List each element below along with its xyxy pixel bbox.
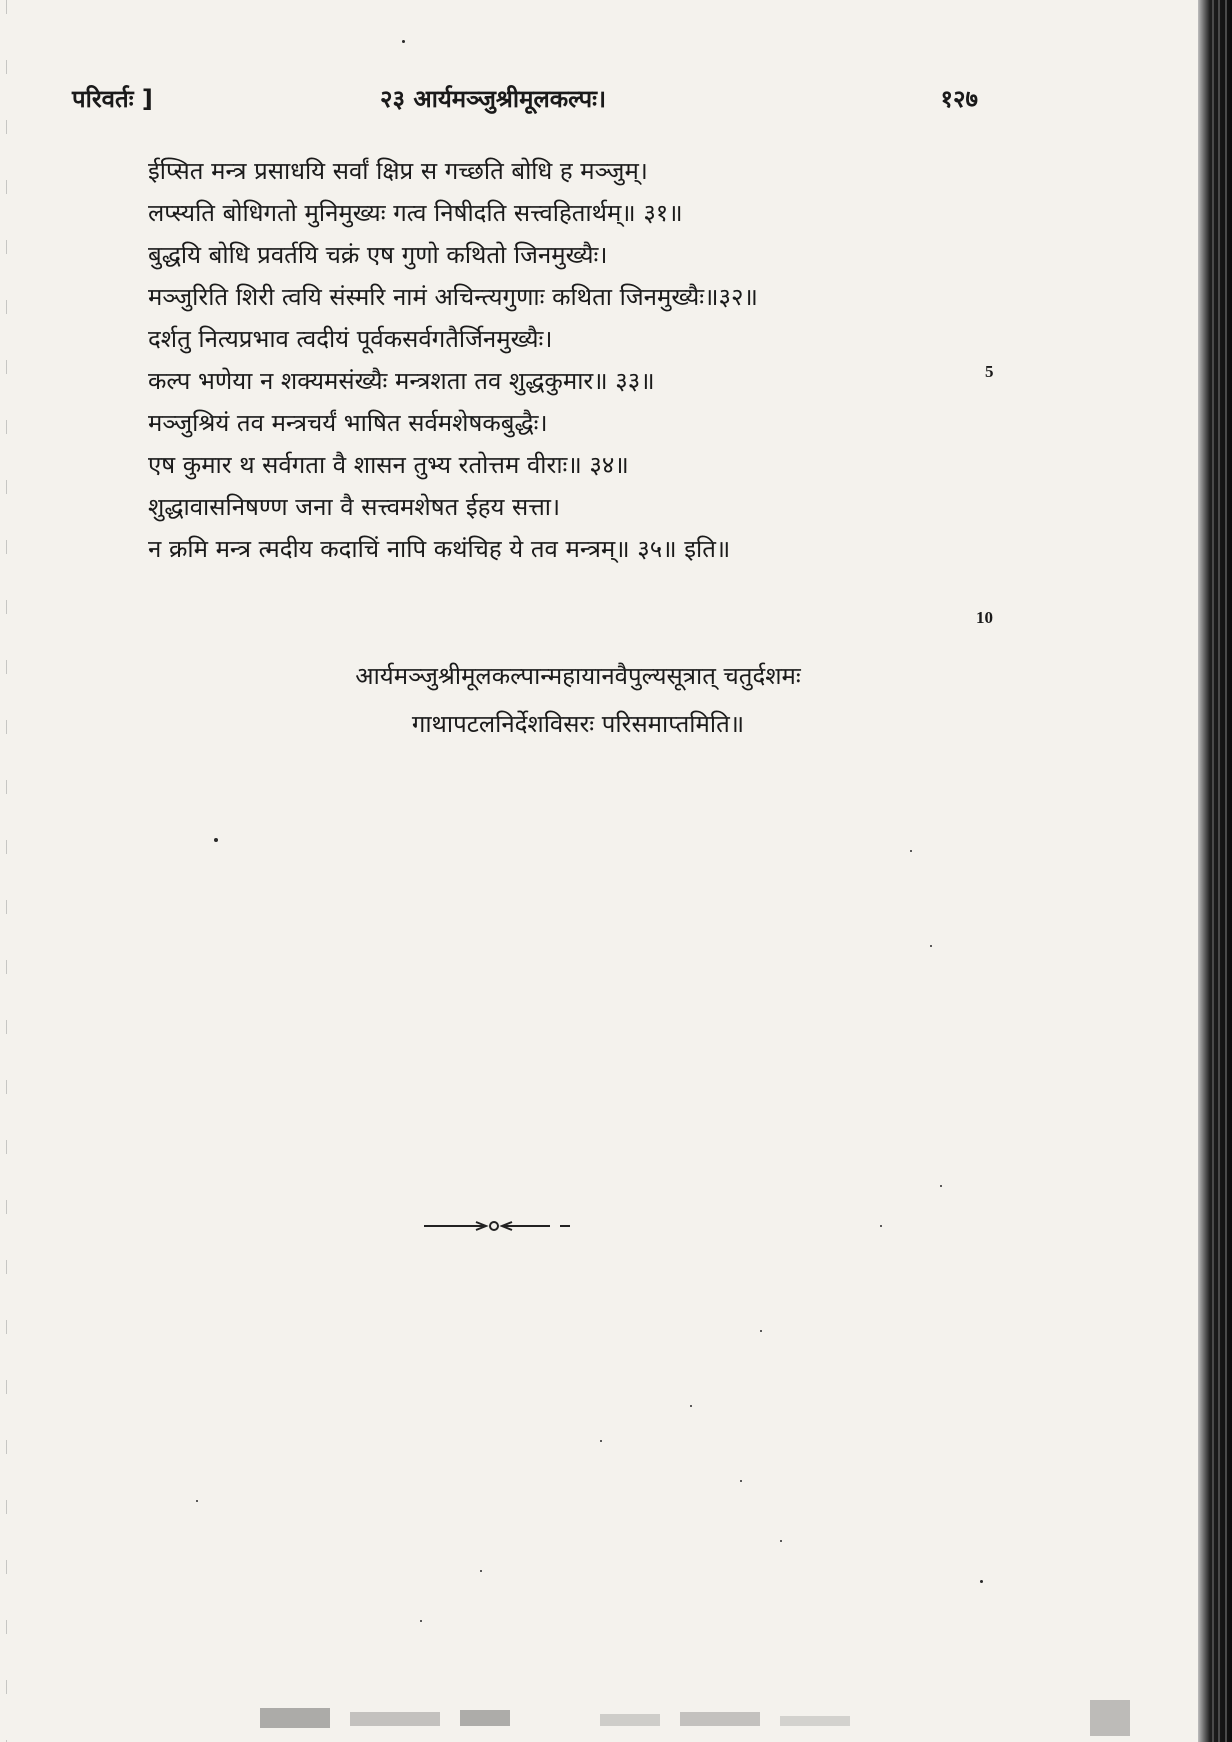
binding-stripe (1218, 0, 1220, 1742)
page-header (72, 82, 978, 122)
verse-line: मञ्जुश्रियं तव मन्त्रचर्यं भाषित सर्वमशेषकबुद्धैः। (148, 409, 548, 437)
verse-line: बुद्धयि बोधि प्रवर्तयि चक्रं एष गुणो कथितो जिनमुख्यैः। (148, 241, 608, 269)
verse-line: कल्प भणेया न शक्यमसंख्यैः मन्त्रशता तव शुद्धकुमार॥ ३३॥ (148, 367, 655, 395)
scan-margin-line (6, 0, 7, 1742)
scan-speckle (780, 1540, 782, 1542)
colophon-line: गाथापटलनिर्देशविसरः परिसमाप्तमिति॥ (411, 710, 745, 738)
scan-speckle (980, 1580, 983, 1583)
verse-line: एष कुमार थ सर्वगता वै शासन तुभ्य रतोत्तम वीराः॥ ३४॥ (148, 451, 629, 479)
scan-speckle (940, 1185, 942, 1187)
colophon-line: आर्यमञ्जुश्रीमूलकल्पान्महायानवैपुल्यसूत्रात् चतुर्दशमः (355, 662, 801, 690)
line-number-10: 10 (976, 608, 993, 627)
scan-speckle (930, 945, 932, 947)
verse-line: मञ्जुरिति शिरी त्वयि संस्मरि नामं अचिन्त्यगुणाः कथिता जिनमुख्यैः॥३२॥ (148, 283, 758, 311)
scan-speckle (690, 1405, 692, 1407)
end-ornament-icon (424, 1216, 574, 1236)
binding-stripe (1225, 0, 1227, 1742)
verse-line: दर्शतु नित्यप्रभाव त्वदीयं पूर्वकसर्वगतैर्जिनमुख्यैः। (148, 325, 553, 353)
verse-line: शुद्धावासनिषण्ण जना वै सत्त्वमशेषत ईहय सत्ता। (148, 493, 561, 521)
verse-block (148, 150, 1008, 570)
scan-binding-edge (1198, 0, 1232, 1742)
verse-line: ईप्सित मन्त्र प्रसाधयि सर्वां क्षिप्र स गच्छति बोधि ह मञ्जुम्। (148, 157, 648, 185)
scan-speckle (420, 1620, 422, 1622)
binding-stripe (1212, 0, 1214, 1742)
scan-speckle (740, 1480, 742, 1482)
scan-speckle (600, 1440, 602, 1442)
scan-speckle (880, 1225, 882, 1227)
scan-speckle (910, 850, 912, 852)
page-number: १२७ (940, 85, 978, 113)
scan-speckle (402, 40, 405, 43)
verse-line: न क्रमि मन्त्र त्मदीय कदाचिं नापि कथंचिह ये तव मन्त्रम्॥ ३५॥ इति॥ (148, 535, 731, 563)
scan-speckle (196, 1500, 198, 1502)
line-number-5: 5 (985, 362, 994, 381)
colophon (148, 652, 1008, 748)
verse-line: लप्स्यति बोधिगतो मुनिमुख्यः गत्व निषीदति सत्त्वहितार्थम्॥ ३१॥ (148, 199, 683, 227)
scan-noise-strip (80, 1690, 1190, 1740)
running-title: २३ आर्यमञ्जुश्रीमूलकल्पः। (380, 85, 607, 113)
chapter-marker: परिवर्तः ] (72, 85, 153, 113)
scan-speckle (760, 1330, 762, 1332)
scan-speckle (480, 1570, 482, 1572)
scan-speckle (214, 838, 218, 842)
